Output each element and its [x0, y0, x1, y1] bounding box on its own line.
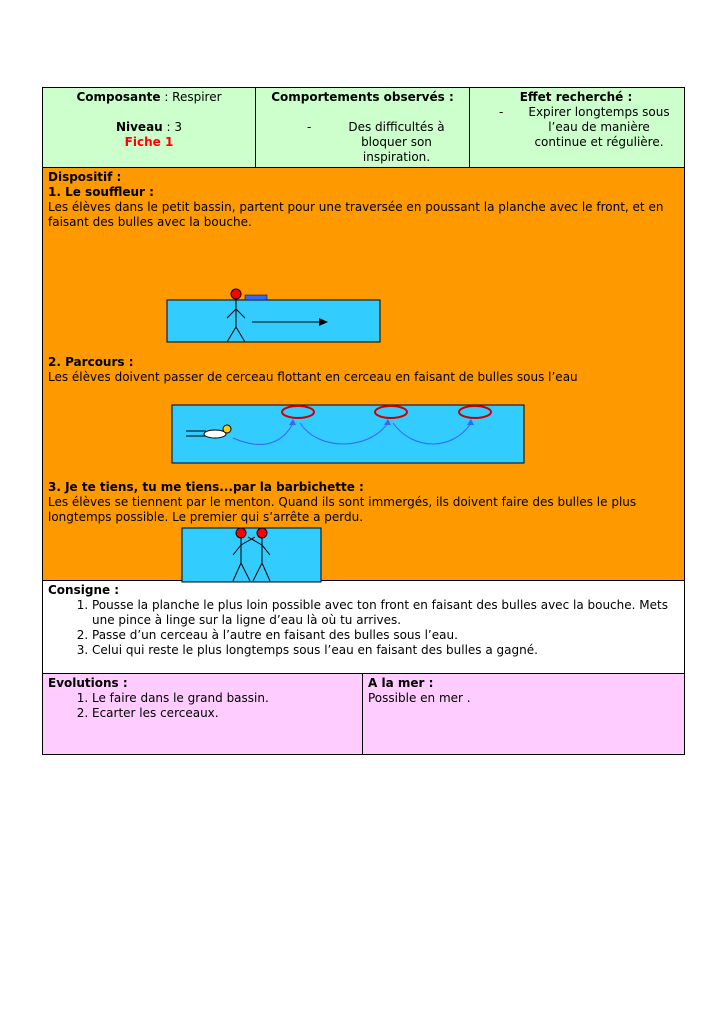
evolutions-item: 1. Le faire dans le grand bassin. — [92, 691, 357, 706]
ex2-text: Les élèves doivent passer de cerceau flottant en cerceau en faisant de bulles sous l’eau — [48, 370, 578, 384]
composante-line — [48, 90, 250, 105]
evolutions-list — [48, 691, 357, 721]
swimmer-head-left — [236, 528, 246, 538]
dash-bullet: - — [499, 105, 504, 119]
composante-value: : Respirer — [160, 90, 222, 104]
effet-text: Expirer longtemps sous l’eau de manière continue et régulière. — [528, 105, 670, 149]
consigne-cell — [43, 581, 684, 673]
activity-sheet — [42, 87, 685, 755]
ex2-title: 2. Parcours : — [48, 355, 134, 369]
composante-cell — [43, 88, 256, 167]
niveau-label: Niveau — [115, 120, 163, 134]
ex1-text: Les élèves dans le petit bassin, partent pour une traversée en poussant la planche avec le front, et en faisant des bulles avec la bouche. — [48, 200, 664, 229]
consigne-list — [48, 598, 679, 658]
ex3-title: 3. Je te tiens, tu me tiens...par la barbichette : — [48, 480, 364, 494]
kickboard — [245, 295, 267, 300]
mer-text: Possible en mer . — [368, 691, 471, 705]
effet-cell — [470, 88, 682, 167]
parcours-diagram — [43, 385, 673, 480]
ex3-text: Les élèves se tiennent par le menton. Quand ils sont immergés, ils doivent faire des bulles le plus longtemps possible. Le premier qui s’arrête a perdu. — [48, 495, 637, 524]
evolutions-row — [43, 674, 684, 754]
consigne-item: 1. Pousse la planche le plus loin possible avec ton front en faisant des bulles avec la bouche. Mets une pince à linge sur la ligne d’eau là où tu arrives. — [92, 598, 679, 628]
souffleur-diagram — [43, 230, 673, 355]
dash-bullet: - — [307, 120, 312, 134]
dispositif-cell — [43, 168, 684, 580]
evolutions-item: 2. Ecarter les cerceaux. — [92, 706, 357, 721]
swimmer-head-right — [257, 528, 267, 538]
comportements-text: Des difficultés à bloquer son inspiration. — [348, 120, 445, 164]
consigne-item: 3. Celui qui reste le plus longtemps sous l’eau en faisant des bulles a gagné. — [92, 643, 679, 658]
effet-item — [475, 105, 677, 150]
evolutions-title: Evolutions : — [48, 676, 128, 690]
consigne-item: 2. Passe d’un cerceau à l’autre en faisant des bulles sous l’eau. — [92, 628, 679, 643]
mer-title: A la mer : — [368, 676, 434, 690]
mer-cell — [363, 674, 682, 754]
consigne-row — [43, 581, 684, 674]
consigne-title: Consigne : — [48, 583, 120, 597]
ex1-title: 1. Le souffleur : — [48, 185, 154, 199]
dispositif-row — [43, 168, 684, 581]
comportements-cell — [256, 88, 470, 167]
composante-label: Composante — [76, 90, 161, 104]
niveau-line — [48, 120, 250, 135]
pool — [167, 300, 380, 342]
evolutions-cell — [43, 674, 363, 754]
effet-title: Effet recherché : — [519, 90, 633, 104]
header-row — [43, 88, 684, 168]
niveau-value: : 3 — [162, 120, 183, 134]
fiche-label: Fiche 1 — [124, 135, 174, 149]
swimmer-head — [231, 289, 241, 299]
barbichette-diagram — [43, 525, 673, 583]
comportements-item — [261, 120, 464, 165]
pool — [182, 528, 321, 582]
dispositif-title: Dispositif : — [48, 170, 122, 184]
comportements-title: Comportements observés : — [271, 90, 454, 104]
